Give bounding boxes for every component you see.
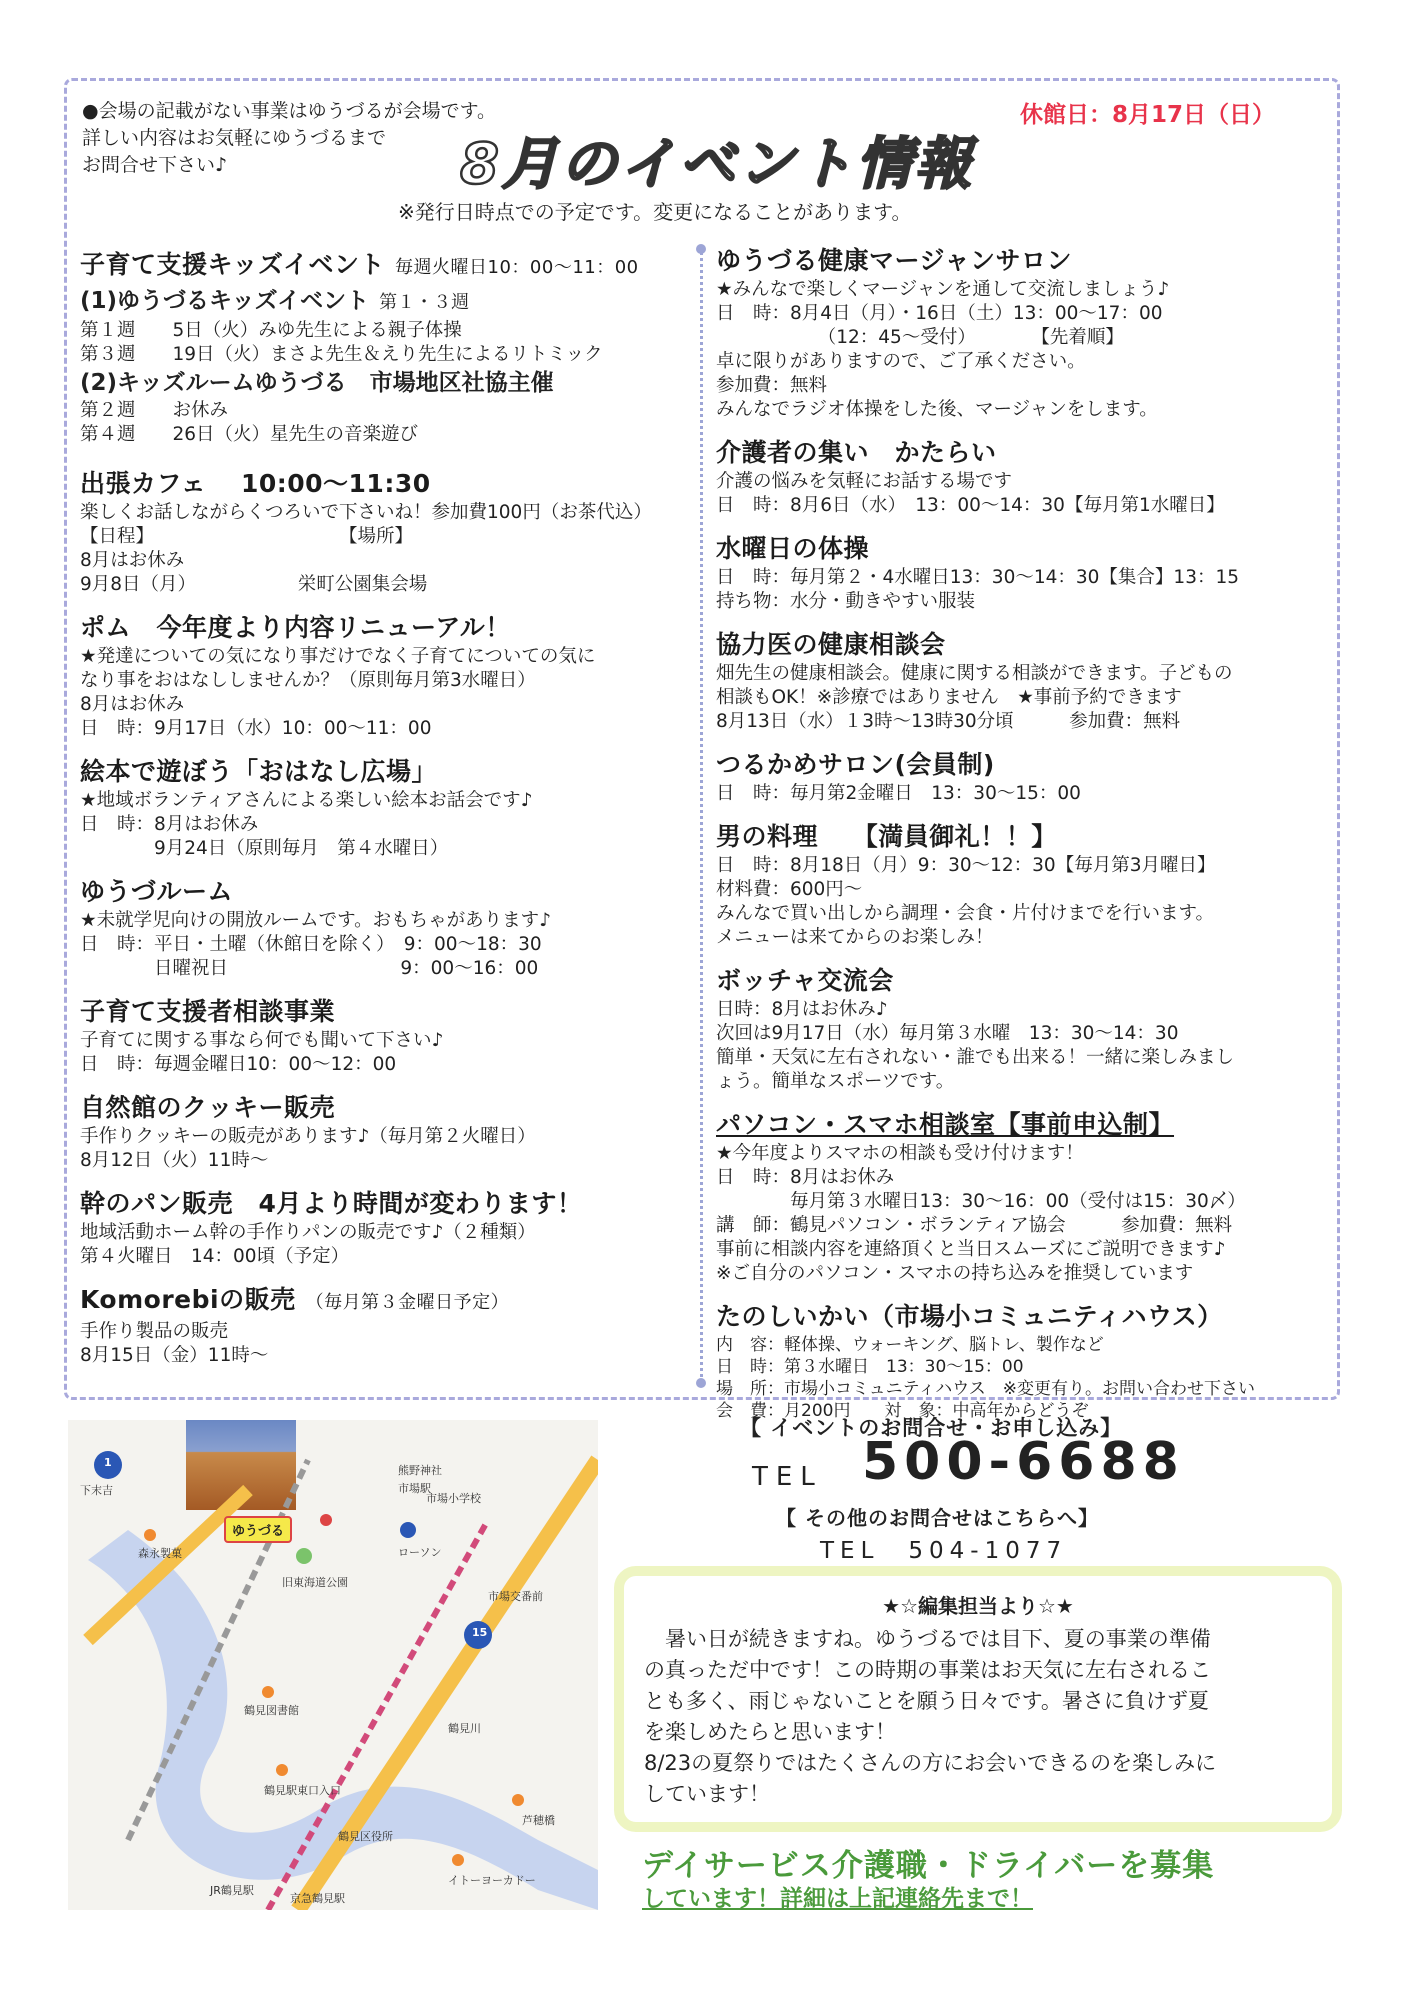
event-line: 日 時：第３水曜日 13：30～15：00	[716, 1357, 1024, 1377]
place-marker	[144, 1529, 156, 1541]
itoyokado-marker	[452, 1854, 464, 1866]
sub-note: 第１・３週	[379, 292, 470, 313]
event-line: ょう。簡単なスポーツです。	[716, 1071, 955, 1092]
event-heading: 幹のパン販売 4月より時間が変わります！	[80, 1189, 583, 1218]
event-line: 日曜祝日 9：00～16：00	[80, 958, 539, 979]
event-line: 日 時：8月6日（水） 13：00～14：30【毎月第1水曜日】	[716, 495, 1225, 516]
event-health	[716, 628, 1336, 734]
editor-title: ★☆編集担当より☆★	[882, 1594, 1074, 1618]
right-column	[716, 244, 1336, 1436]
event-heading: 出張カフェ 10:00～11:30	[80, 469, 431, 498]
event-line: 第１週 5日（火）みゆ先生による親子体操	[80, 320, 462, 341]
event-heading: つるかめサロン(会員制)	[716, 750, 995, 779]
event-line: なり事をおはなししませんか？（原則毎月第3水曜日）	[80, 670, 536, 691]
event-line: 日 時：毎月第2金曜日 13：30～15：00	[716, 783, 1081, 804]
event-tanoshiikai	[716, 1300, 1336, 1422]
event-line: 第４週 26日（火）星先生の音楽遊び	[80, 424, 419, 445]
event-line: 講 師：鶴見パソコン・ボランティア協会 参加費：無料	[716, 1215, 1233, 1236]
event-line: （12：45～受付） 【先着順】	[716, 327, 1124, 348]
event-line: メニューは来てからのお楽しみ！	[716, 927, 994, 948]
event-line: 第３週 19日（火）まさよ先生＆えり先生によるリトミック	[80, 344, 603, 365]
event-line: 日 時：9月17日（水）10：00～11：00	[80, 718, 432, 739]
divider-dot	[696, 244, 706, 254]
event-heading: 男の料理 【満員御礼！！】	[716, 822, 1057, 851]
event-line: 8月15日（金）11時～	[80, 1345, 269, 1366]
event-line: 持ち物：水分・動きやすい服装	[716, 591, 976, 612]
event-line: ※ご自分のパソコン・スマホの持ち込みを推奨しています	[716, 1263, 1194, 1284]
event-line: 8月はお休み	[80, 550, 185, 571]
note-line: お問合せ下さい♪	[82, 154, 228, 176]
event-line: 次回は9月17日（水）毎月第３水曜 13：30～14：30	[716, 1023, 1179, 1044]
event-line: ★未就学児向けの開放ルームです。おもちゃがあります♪	[80, 910, 551, 931]
event-komorebi	[80, 1283, 690, 1368]
event-line: 手作り製品の販売	[80, 1321, 229, 1342]
event-time: （毎月第３金曜日予定）	[305, 1292, 510, 1313]
event-heading: 絵本で遊ぼう「おはなし広場」	[80, 757, 438, 786]
park-marker	[296, 1548, 312, 1564]
event-line: 子育てに関する事なら何でも聞いて下さい♪	[80, 1030, 444, 1051]
event-line: 日 時：毎月第２・4水曜日13：30～14：30【集合】13：15	[716, 567, 1240, 588]
map-label: 下末吉	[80, 1484, 113, 1497]
event-bread	[80, 1187, 690, 1269]
divider-dot	[696, 1378, 706, 1388]
map-label: 鶴見駅東口入口	[264, 1784, 341, 1797]
event-line: 第２週 お休み	[80, 400, 229, 421]
page-subtitle: ※発行日時点での予定です。変更になることがあります。	[398, 200, 912, 224]
tel-other[interactable]: TEL 504-1077	[820, 1538, 1068, 1564]
event-line: ★発達についての気になり事だけでなく子育てについての気に	[80, 646, 596, 667]
map-label: イトーヨーカドー	[448, 1874, 536, 1887]
event-yuzuroom	[80, 875, 690, 981]
event-line: ★地域ボランティアさんによる楽しい絵本お話会です♪	[80, 790, 533, 811]
event-line: 相談もOK！※診療ではありません ★事前予約できます	[716, 687, 1182, 708]
event-line: 日 時：平日・土曜（休館日を除く） 9：00～18：30	[80, 934, 542, 955]
event-boccia	[716, 964, 1336, 1094]
recruit-heading: デイサービス介護職・ドライバーを募集	[642, 1848, 1215, 1884]
map-label: 鶴見区役所	[338, 1830, 393, 1843]
event-cafe	[80, 467, 690, 597]
event-heading	[80, 248, 690, 285]
map-label: 市場交番前	[488, 1590, 543, 1603]
event-line: みんなでラジオ体操をした後、マージャンをします。	[716, 399, 1158, 420]
event-line: 日 時：8月はお休み	[80, 814, 259, 835]
event-heading: たのしいかい（市場小コミュニティハウス）	[716, 1302, 1223, 1331]
event-line: 手作りクッキーの販売があります♪（毎月第２火曜日）	[80, 1126, 536, 1147]
map-label: 市場小学校	[426, 1492, 481, 1505]
event-line: 事前に相談内容を連絡頂くと当日スムーズにご説明できます♪	[716, 1239, 1226, 1260]
event-line: 日 時：8月4日（月）・16日（土）13：00～17：00	[716, 303, 1163, 324]
map-label: 森永製菓	[138, 1547, 182, 1560]
event-heading: 介護者の集い かたらい	[716, 438, 997, 467]
event-line: 8月13日（水）１3時～13時30分頃 参加費：無料	[716, 711, 1181, 732]
event-line: 第４火曜日 14：00頃（予定）	[80, 1246, 350, 1267]
event-kids	[80, 248, 690, 447]
event-cooking	[716, 820, 1336, 950]
event-exercise	[716, 532, 1336, 614]
event-heading: ポム 今年度より内容リニューアル！	[80, 613, 511, 642]
map-label: 旧東海道公園	[282, 1576, 348, 1589]
yuzuru-marker	[320, 1514, 332, 1526]
event-picture-book	[80, 755, 690, 861]
event-line: 参加費：無料	[716, 375, 828, 396]
left-column	[80, 248, 690, 1382]
event-line: 会 費：月200円 対 象：中高年からどうぞ	[716, 1401, 1089, 1421]
event-line: 9月8日（月） 栄町公園集会場	[80, 574, 428, 595]
route-1-label: 1	[104, 1456, 112, 1469]
event-line: 8月はお休み	[80, 694, 185, 715]
event-line: 内 容：軽体操、ウォーキング、脳トレ、製作など	[716, 1335, 1104, 1355]
event-heading: 子育て支援者相談事業	[80, 997, 336, 1026]
event-line: 毎月第３水曜日13：30～16：00（受付は15：30〆）	[716, 1191, 1246, 1212]
event-line: 簡単・天気に左右されない・誰でも出来る！一緒に楽しみまし	[716, 1047, 1235, 1068]
area-map	[68, 1420, 598, 1910]
contact-other-heading: 【 その他のお問合せはこちらへ】	[776, 1506, 1099, 1530]
map-label: 鶴見川	[448, 1722, 481, 1735]
event-title: 子育て支援キッズイベント	[80, 250, 386, 279]
event-caregivers	[716, 436, 1336, 518]
event-heading: ゆうづルーム	[80, 877, 234, 906]
map-graphic	[68, 1420, 598, 1910]
event-line: ★今年度よりスマホの相談も受け付けます！	[716, 1143, 1084, 1164]
event-line: 日時：8月はお休み♪	[716, 999, 888, 1020]
map-label: 芦穂橋	[522, 1814, 555, 1827]
event-heading: ゆうづる健康マージャンサロン	[716, 246, 1073, 275]
event-heading	[80, 1283, 690, 1320]
event-line: みんなで買い出しから調理・会食・片付けまでを行います。	[716, 903, 1215, 924]
event-heading: 自然館のクッキー販売	[80, 1093, 336, 1122]
event-line: 卓に限りがありますので、ご了承ください。	[716, 351, 1086, 372]
route-15-label: 15	[472, 1626, 488, 1639]
note-line: ●会場の記載がない事業はゆうづるが会場です。	[82, 100, 497, 122]
editor-text: 暑い日が続きますね。ゆうづるでは目下、夏の事業の準備 の真っただ中です！この時期の事業はお天気に左右されるこ とも多く、雨じゃないことを願う日々です。暑さに負けず夏 を楽しめたらと思います！ 8/23の夏祭りではたくさんの方にお会いできるのを楽しみに しています！	[644, 1627, 1217, 1806]
event-line: 地域活動ホーム幹の手作りパンの販売です♪（２種類）	[80, 1222, 536, 1243]
lawson-marker	[400, 1522, 416, 1538]
event-line: 介護の悩みを気軽にお話する場です	[716, 471, 1013, 492]
yuzuru-map-label: ゆうづる	[224, 1516, 292, 1543]
map-label: 鶴見図書館	[244, 1704, 299, 1717]
library-marker	[262, 1686, 274, 1698]
event-line: ★みんなで楽しくマージャンを通して交流しましょう♪	[716, 279, 1170, 300]
page-title: 8月のイベント情報	[460, 132, 974, 197]
event-cookie	[80, 1091, 690, 1173]
tel-label: TEL	[752, 1462, 823, 1492]
contact-heading: 【 イベントのお問合せ・お申し込み】	[740, 1416, 1123, 1440]
event-consult	[80, 995, 690, 1077]
event-heading: パソコン・スマホ相談室【事前申込制】	[716, 1110, 1175, 1139]
closed-day: 休館日：8月17日（日）	[1020, 102, 1276, 128]
recruit-subline: しています！詳細は上記連絡先まで！	[642, 1886, 1033, 1912]
map-label: JR鶴見駅	[210, 1884, 254, 1897]
station-entrance-marker	[276, 1764, 288, 1776]
event-line: 日 時：毎週金曜日10：00～12：00	[80, 1054, 397, 1075]
event-pc	[716, 1108, 1336, 1286]
event-line: 8月12日（火）11時～	[80, 1150, 269, 1171]
event-line: 【日程】 【場所】	[80, 526, 414, 547]
map-label: 京急鶴見駅	[290, 1892, 345, 1905]
event-line: 材料費：600円～	[716, 879, 863, 900]
venue-note	[82, 98, 496, 179]
event-mahjong	[716, 244, 1336, 422]
sub-title: (1)ゆうづるキッズイベント	[80, 288, 370, 314]
editor-note-box	[614, 1566, 1342, 1832]
sub-heading	[80, 285, 690, 319]
event-tsurukame	[716, 748, 1336, 806]
tel-number[interactable]: 500-6688	[862, 1432, 1185, 1492]
map-label: ローソン	[398, 1546, 442, 1559]
event-heading: 水曜日の体操	[716, 534, 870, 563]
event-heading: 協力医の健康相談会	[716, 630, 946, 659]
map-label: 市場駅	[398, 1482, 431, 1495]
column-divider	[700, 245, 703, 1385]
ashiho-marker	[512, 1794, 524, 1806]
note-line: 詳しい内容はお気軽にゆうづるまで	[82, 127, 387, 149]
event-pom	[80, 611, 690, 741]
event-line: 日 時：8月はお休み	[716, 1167, 895, 1188]
event-line: 畑先生の健康相談会。健康に関する相談ができます。子どもの	[716, 663, 1233, 684]
event-line: 日 時：8月18日（月）9：30～12：30【毎月第3月曜日】	[716, 855, 1216, 876]
event-line: 9月24日（原則毎月 第４水曜日）	[80, 838, 449, 859]
event-heading: ボッチャ交流会	[716, 966, 894, 995]
map-label: 熊野神社	[398, 1464, 442, 1477]
event-time: 毎週火曜日10：00～11：00	[395, 257, 639, 278]
event-line: 楽しくお話しながらくつろいで下さいね！参加費100円（お茶代込）	[80, 502, 652, 523]
event-title: Komorebiの販売	[80, 1285, 296, 1314]
event-line: 場 所：市場小コミュニティハウス ※変更有り。お問い合わせ下さい	[716, 1379, 1256, 1399]
sub-heading: (2)キッズルームゆうづる 市場地区社協主催	[80, 370, 554, 396]
